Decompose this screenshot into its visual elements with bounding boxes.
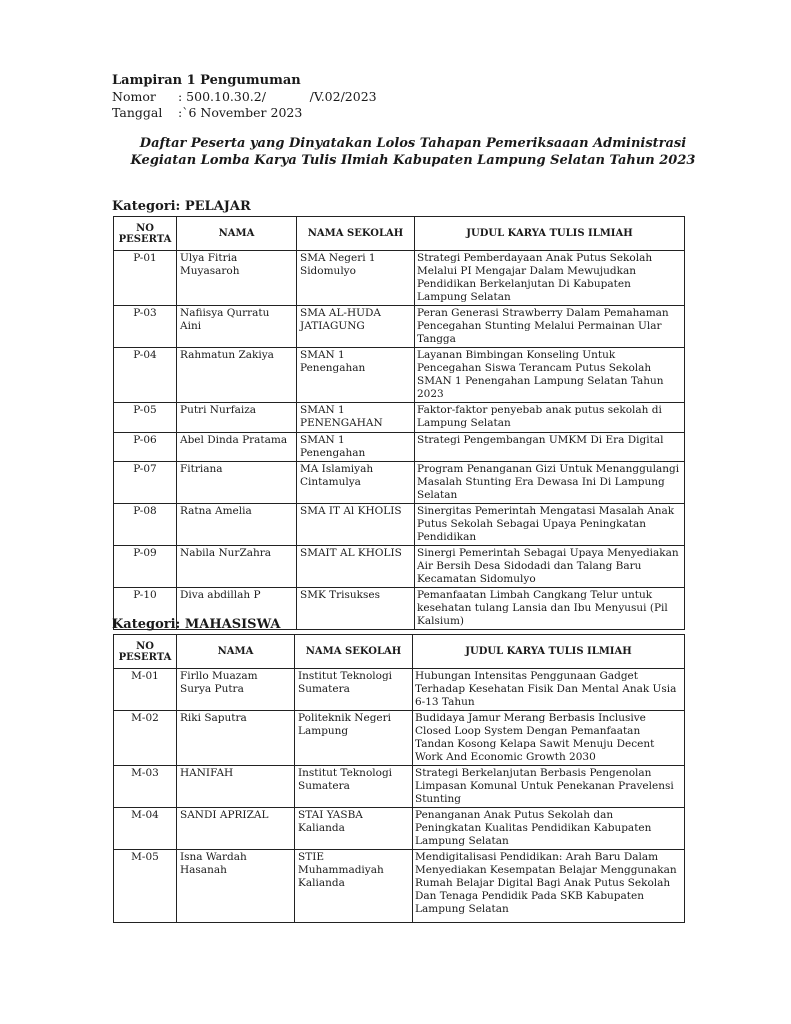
nama-sekolah-cell: SMA AL-HUDA JATIAGUNG [297, 306, 415, 348]
nama-sekolah-cell: SMA Negeri 1 Sidomulyo [297, 251, 415, 306]
table-row [114, 504, 685, 546]
nama-cell: SANDI APRIZAL [177, 808, 295, 850]
nama-cell: Ratna Amelia [177, 504, 297, 546]
col-no-peserta: NO PESERTA [114, 635, 177, 669]
judul-cell: Layanan Bimbingan Konseling Untuk Pencegahan Siswa Terancam Putus Sekolah SMAN 1 Penengahan Lampung Selatan Tahun 2023 [415, 348, 685, 403]
nama-sekolah-cell: SMAIT AL KHOLIS [297, 546, 415, 588]
table-row [114, 251, 685, 306]
nama-cell: Nafiisya Qurratu Aini [177, 306, 297, 348]
nama-sekolah-cell: MA Islamiyah Cintamulya [297, 462, 415, 504]
nama-sekolah-cell: STAI YASBA Kalianda [295, 808, 413, 850]
table-row [114, 711, 685, 766]
nomor-row [112, 89, 377, 105]
no-peserta-cell: M-04 [114, 808, 177, 850]
table-row [114, 808, 685, 850]
nama-cell: Nabila NurZahra [177, 546, 297, 588]
judul-cell: Faktor-faktor penyebab anak putus sekolah di Lampung Selatan [415, 403, 685, 433]
table-row [114, 766, 685, 808]
no-peserta-cell: P-10 [114, 588, 177, 630]
no-peserta-cell: M-03 [114, 766, 177, 808]
no-peserta-cell: P-01 [114, 251, 177, 306]
table-row [114, 850, 685, 923]
no-peserta-cell: P-05 [114, 403, 177, 433]
nama-sekolah-cell: STIE Muhammadiyah Kalianda [295, 850, 413, 923]
nama-cell: Isna Wardah Hasanah [177, 850, 295, 923]
nomor-label: Nomor [112, 89, 156, 104]
tanggal-row [112, 105, 302, 121]
table-row [114, 546, 685, 588]
col-nama-sekolah: NAMA SEKOLAH [295, 635, 413, 669]
judul-cell: Hubungan Intensitas Penggunaan Gadget Terhadap Kesehatan Fisik Dan Mental Anak Usia 6-13 Tahun [413, 669, 685, 711]
pelajar-rows [114, 251, 685, 630]
judul-cell: Peran Generasi Strawberry Dalam Pemahaman Pencegahan Stunting Melalui Permainan Ular Tangga [415, 306, 685, 348]
table-row [114, 433, 685, 462]
col-judul: JUDUL KARYA TULIS ILMIAH [415, 217, 685, 251]
no-peserta-cell: M-02 [114, 711, 177, 766]
pelajar-table [113, 216, 685, 630]
nama-cell: Firllo Muazam Surya Putra [177, 669, 295, 711]
judul-cell: Sinergi Pemerintah Sebagai Upaya Menyediakan Air Bersih Desa Sidodadi dan Talang Baru Kecamatan Sidomulyo [415, 546, 685, 588]
judul-cell: Strategi Berkelanjutan Berbasis Pengenolan Limpasan Komunal Untuk Penekanan Pravelensi Stunting [413, 766, 685, 808]
kategori-mahasiswa-label: Kategori: MAHASISWA [112, 617, 281, 632]
table-row [114, 306, 685, 348]
document-heading-line1: Daftar Peserta yang Dinyatakan Lolos Tahapan Pemeriksaaan Administrasi [139, 136, 687, 151]
nama-cell: Diva abdillah P [177, 588, 297, 630]
nama-cell: Putri Nurfaiza [177, 403, 297, 433]
nomor-value: : 500.10.30.2/ /V.02/2023 [178, 89, 377, 104]
kategori-pelajar-label: Kategori: PELAJAR [112, 199, 251, 214]
mahasiswa-table [113, 634, 685, 923]
judul-cell: Sinergitas Pemerintah Mengatasi Masalah Anak Putus Sekolah Sebagai Upaya Peningkatan Pendidikan [415, 504, 685, 546]
nama-sekolah-cell: SMK Trisukses [297, 588, 415, 630]
judul-cell: Program Penanganan Gizi Untuk Menanggulangi Masalah Stunting Era Dewasa Ini Di Lampung Selatan [415, 462, 685, 504]
nama-sekolah-cell: Institut Teknologi Sumatera [295, 766, 413, 808]
nama-cell: Riki Saputra [177, 711, 295, 766]
table-row [114, 462, 685, 504]
no-peserta-cell: P-07 [114, 462, 177, 504]
judul-cell: Pemanfaatan Limbah Cangkang Telur untuk kesehatan tulang Lansia dan Ibu Menyusui (Pil Kalsium) [415, 588, 685, 630]
no-peserta-cell: M-01 [114, 669, 177, 711]
nama-sekolah-cell: Institut Teknologi Sumatera [295, 669, 413, 711]
col-judul: JUDUL KARYA TULIS ILMIAH [413, 635, 685, 669]
nama-sekolah-cell: SMAN 1 Penengahan [297, 348, 415, 403]
tanggal-value: :`6 November 2023 [178, 105, 303, 120]
mahasiswa-rows [114, 669, 685, 923]
document-heading-line2: Kegiatan Lomba Karya Tulis Ilmiah Kabupaten Lampung Selatan Tahun 2023 [130, 153, 696, 168]
judul-cell: Penanganan Anak Putus Sekolah dan Peningkatan Kualitas Pendidikan Kabupaten Lampung Selatan [413, 808, 685, 850]
nama-sekolah-cell: Politeknik Negeri Lampung [295, 711, 413, 766]
col-nama: NAMA [177, 217, 297, 251]
nama-cell: Ulya Fitria Muyasaroh [177, 251, 297, 306]
col-nama: NAMA [177, 635, 295, 669]
nama-cell: Fitriana [177, 462, 297, 504]
judul-cell: Mendigitalisasi Pendidikan: Arah Baru Dalam Menyediakan Kesempatan Belajar Menggunakan Rumah Belajar Digital Bagi Anak Putus Sekolah Dan Tenaga Pendidik Pada SKB Kabupaten Lampung Selatan [413, 850, 685, 923]
table-row [114, 403, 685, 433]
judul-cell: Strategi Pemberdayaan Anak Putus Sekolah Melalui PI Mengajar Dalam Mewujudkan Pendidikan Berkelanjutan Di Kabupaten Lampung Selatan [415, 251, 685, 306]
no-peserta-cell: M-05 [114, 850, 177, 923]
nama-sekolah-cell: SMAN 1 PENENGAHAN [297, 403, 415, 433]
no-peserta-cell: P-06 [114, 433, 177, 462]
judul-cell: Strategi Pengembangan UMKM Di Era Digital [415, 433, 685, 462]
no-peserta-cell: P-09 [114, 546, 177, 588]
nama-cell: Abel Dinda Pratama [177, 433, 297, 462]
col-nama-sekolah: NAMA SEKOLAH [297, 217, 415, 251]
no-peserta-cell: P-03 [114, 306, 177, 348]
nama-cell: Rahmatun Zakiya [177, 348, 297, 403]
table-row [114, 348, 685, 403]
no-peserta-cell: P-04 [114, 348, 177, 403]
col-no-peserta: NO PESERTA [114, 217, 177, 251]
table-row [114, 669, 685, 711]
nama-sekolah-cell: SMA IT Al KHOLIS [297, 504, 415, 546]
nama-cell: HANIFAH [177, 766, 295, 808]
nama-sekolah-cell: SMAN 1 Penengahan [297, 433, 415, 462]
no-peserta-cell: P-08 [114, 504, 177, 546]
tanggal-label: Tanggal [112, 105, 163, 120]
attachment-title: Lampiran 1 Pengumuman [112, 73, 301, 88]
judul-cell: Budidaya Jamur Merang Berbasis Inclusive Closed Loop System Dengan Pemanfaatan Tandan Kosong Kelapa Sawit Menuju Decent Work And Economic Growth 2030 [413, 711, 685, 766]
